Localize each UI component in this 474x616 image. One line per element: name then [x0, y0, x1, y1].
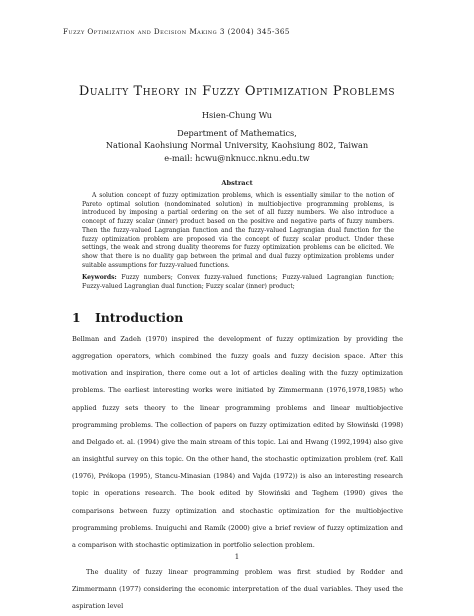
- section-number: 1: [72, 310, 81, 325]
- author-name: Hsien-Chung Wu: [201, 110, 273, 120]
- section-heading: [72, 310, 183, 325]
- page-number: 1: [234, 553, 240, 561]
- body-paragraph-2: The duality of fuzzy linear programming problem was first studied by Rodder and Zimmermann (1977) considering the economic interpretation of the dual variables. They used the aspiration level: [72, 568, 403, 611]
- affiliation-university: National Kaohsiung Normal University, Kaohsiung 802, Taiwan: [105, 140, 369, 151]
- keywords-label: Keywords:: [82, 274, 117, 282]
- keywords-list: Fuzzy numbers; Convex fuzzy-valued functions; Fuzzy-valued Lagrangian function; Fuzzy-valued Lagrangian dual function; Fuzzy scalar (inner) product;: [82, 274, 394, 291]
- abstract-heading: Abstract: [221, 179, 253, 187]
- author-block: [0, 109, 474, 164]
- section-title: Introduction: [95, 310, 184, 325]
- body-text: [72, 331, 403, 616]
- affiliation-department: Department of Mathematics,: [177, 127, 297, 138]
- abstract-section: [82, 192, 394, 292]
- paper-title: Duality Theory in Fuzzy Optimization Problems: [78, 84, 396, 99]
- body-paragraph-1: Bellman and Zadeh (1970) inspired the development of fuzzy optimization by providing the aggregation operators, which combined the fuzzy goals and fuzzy decision space. After this motivation and inspiration, there come out a lot of articles dealing with the fuzzy optimization problems. The earliest interesting works were initiated by Zimmermann (1976,1978,1985) who applied fuzzy sets theory to the linear programming problems and linear multiobjective programming problems. The collection of papers on fuzzy optimization edited by Słowiński (1998) and Delgado et. al. (1994) give the main stream of this topic. Lai and Hwang (1992,1994) also give an insightful survey on this topic. On the other hand, the stochastic optimization problem (ref. Kall (1976), Prékopa (1995), Stancu-Minasian (1984) and Vajda (1972)) is also an interesting research topic in operations research. The book edited by Słowiński and Teghem (1990) gives the comparisons between fuzzy optimization and stochastic optimization for the multiobjective programming problems. Inuiguchi and Ramík (2000) give a brief review of fuzzy optimization and a comparison with stochastic optimization in portfolio selection problem.: [72, 335, 403, 549]
- keywords-line: [82, 274, 394, 291]
- journal-header: Fuzzy Optimization and Decision Making 3 (2004) 345-365: [63, 27, 290, 36]
- author-email: e-mail: hcwu@nknucc.nknu.edu.tw: [164, 152, 310, 163]
- abstract-text: A solution concept of fuzzy optimization problems, which is essentially similar to the notion of Pareto optimal solution (nondominated solution) in multiobjective programming problems, is introduced by imposing a partial ordering on the set of all fuzzy numbers. We also introduce a concept of fuzzy scalar (inner) product based on the positive and negative parts of fuzzy numbers. Then the fuzzy-valued Lagrangian function and the fuzzy-valued Lagrangian dual function for the fuzzy optimization problem are proposed via the concept of fuzzy scalar product. Under these settings, the weak and strong duality theorems for fuzzy optimization problems can be elicited. We show that there is no duality gap between the primal and dual fuzzy optimization problems under suitable assumptions for fuzzy-valued functions.: [82, 192, 394, 269]
